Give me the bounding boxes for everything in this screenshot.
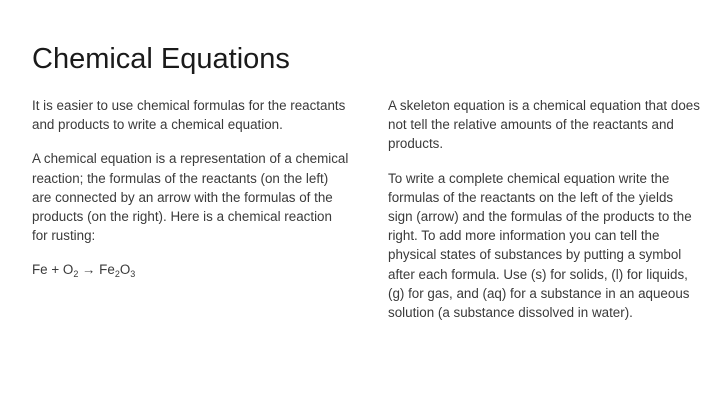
right-column [388, 96, 700, 337]
equation-fe2-subscript: 2 [114, 269, 120, 280]
left-paragraph-1: It is easier to use chemical formulas for the reactants and products to write a chemical equation. [32, 98, 346, 133]
equation-arrow-fe: → Fe [78, 262, 115, 278]
equation-o3-subscript: 3 [130, 269, 136, 280]
equation-o2-subscript: 2 [73, 269, 79, 280]
left-column [32, 96, 350, 295]
equation-fe: Fe [32, 262, 48, 278]
left-paragraph-2: A chemical equation is a representation of a chemical reaction; the formulas of the reactants (on the left) are connected by an arrow with the formulas of the products (on the right). Here is a chemical reaction for rusting: [32, 151, 349, 244]
right-paragraph-2: To write a complete chemical equation write the formulas of the reactants on the left of the yields sign (arrow) and the formulas of the products to the right. To add more information you can tell the physical states of substances by putting a symbol after each formula. Use (s) for solids, (l) for liquids, (g) for gas, and (aq) for a substance in an aqueous solution (a substance dissolved in water). [388, 170, 692, 321]
slide-title: Chemical Equations [32, 43, 290, 75]
equation-o: O [119, 262, 131, 278]
rusting-equation [32, 260, 350, 279]
right-paragraph-1: A skeleton equation is a chemical equation that does not tell the relative amounts of the reactants and products. [388, 98, 700, 152]
equation-plus-o: + O [47, 262, 74, 278]
